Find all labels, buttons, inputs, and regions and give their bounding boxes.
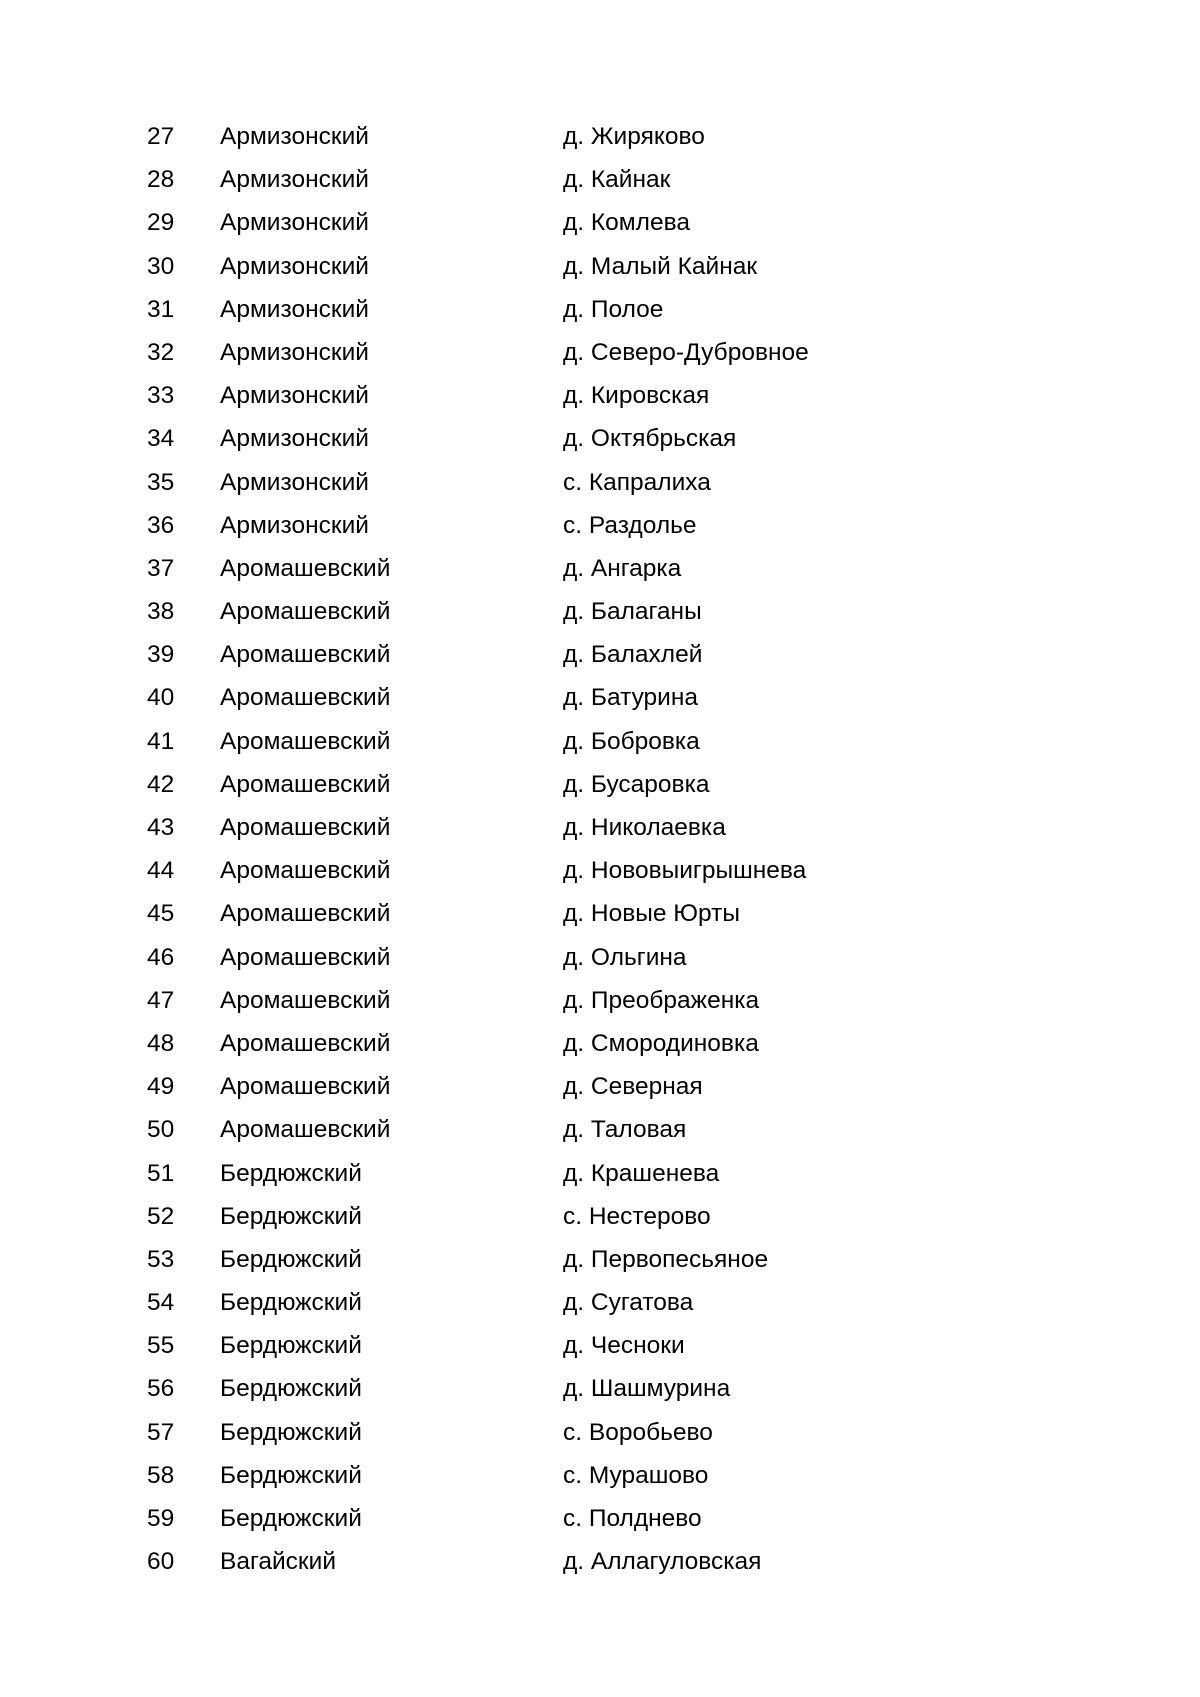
district-name: Аромашевский bbox=[220, 554, 391, 582]
table-row bbox=[0, 504, 1200, 547]
row-number: 53 bbox=[147, 1245, 175, 1273]
row-number: 38 bbox=[147, 598, 175, 626]
table-row bbox=[0, 720, 1200, 763]
row-number: 40 bbox=[147, 684, 175, 712]
settlement-name: д. Сугатова bbox=[563, 1289, 694, 1317]
table-row bbox=[0, 1367, 1200, 1410]
settlement-name: с. Капралиха bbox=[563, 468, 711, 496]
row-number: 50 bbox=[147, 1116, 175, 1144]
district-name: Бердюжский bbox=[220, 1418, 362, 1446]
district-name: Аромашевский bbox=[220, 770, 391, 798]
row-number: 44 bbox=[147, 857, 175, 885]
settlement-name: с. Воробьево bbox=[563, 1418, 713, 1446]
table-row bbox=[0, 547, 1200, 590]
table-row bbox=[0, 849, 1200, 892]
settlement-name: д. Полое bbox=[563, 295, 664, 323]
row-number: 47 bbox=[147, 986, 175, 1014]
settlement-name: д. Балахлей bbox=[563, 641, 703, 669]
settlement-name: с. Мурашово bbox=[563, 1461, 709, 1489]
district-name: Вагайский bbox=[220, 1548, 337, 1576]
district-name: Бердюжский bbox=[220, 1505, 362, 1532]
settlement-name: д. Октябрьская bbox=[563, 425, 737, 453]
settlement-name: д. Ангарка bbox=[563, 554, 682, 582]
settlement-name: д. Кайнак bbox=[563, 166, 671, 194]
district-name: Аромашевский bbox=[220, 1029, 391, 1057]
district-name: Аромашевский bbox=[220, 1116, 391, 1144]
district-name: Армизонский bbox=[220, 338, 369, 366]
settlement-name: д. Батурина bbox=[563, 684, 699, 712]
settlement-name: д. Шашмурина bbox=[563, 1375, 731, 1403]
settlement-name: д. Николаевка bbox=[563, 814, 726, 841]
row-number: 59 bbox=[147, 1505, 175, 1532]
district-name: Аромашевский bbox=[220, 857, 391, 885]
row-number: 51 bbox=[147, 1159, 175, 1187]
district-name: Бердюжский bbox=[220, 1332, 362, 1360]
row-number: 28 bbox=[147, 166, 175, 194]
row-number: 46 bbox=[147, 943, 175, 971]
table-row bbox=[0, 892, 1200, 935]
district-name: Аромашевский bbox=[220, 814, 391, 841]
table-row bbox=[0, 676, 1200, 719]
table-row bbox=[0, 1065, 1200, 1108]
row-number: 42 bbox=[147, 770, 175, 798]
table-row bbox=[0, 1108, 1200, 1151]
row-number: 36 bbox=[147, 511, 175, 539]
district-name: Армизонский bbox=[220, 382, 369, 410]
table-row bbox=[0, 115, 1200, 158]
settlement-name: д. Таловая bbox=[563, 1116, 687, 1144]
table-row bbox=[0, 763, 1200, 806]
settlement-list bbox=[0, 115, 1200, 1583]
row-number: 45 bbox=[147, 900, 175, 928]
table-row bbox=[0, 1324, 1200, 1367]
settlement-name: д. Нововыигрышнева bbox=[563, 857, 807, 885]
settlement-name: д. Балаганы bbox=[563, 598, 702, 626]
district-name: Армизонский bbox=[220, 295, 369, 323]
settlement-name: с. Полднево bbox=[563, 1505, 702, 1532]
settlement-name: д. Чесноки bbox=[563, 1332, 685, 1360]
row-number: 52 bbox=[147, 1202, 175, 1230]
district-name: Бердюжский bbox=[220, 1289, 362, 1317]
table-row bbox=[0, 461, 1200, 504]
settlement-name: д. Смородиновка bbox=[563, 1029, 759, 1057]
district-name: Аромашевский bbox=[220, 641, 391, 669]
row-number: 32 bbox=[147, 338, 175, 366]
row-number: 31 bbox=[147, 295, 175, 323]
row-number: 35 bbox=[147, 468, 175, 496]
table-row bbox=[0, 158, 1200, 201]
settlement-name: д. Новые Юрты bbox=[563, 900, 740, 928]
row-number: 29 bbox=[147, 209, 175, 237]
row-number: 55 bbox=[147, 1332, 175, 1360]
district-name: Армизонский bbox=[220, 425, 369, 453]
settlement-name: д. Ольгина bbox=[563, 943, 687, 971]
row-number: 49 bbox=[147, 1073, 175, 1101]
settlement-name: д. Комлева bbox=[563, 209, 690, 237]
table-row bbox=[0, 288, 1200, 331]
settlement-name: д. Малый Кайнак bbox=[563, 252, 758, 280]
table-row bbox=[0, 633, 1200, 676]
table-row bbox=[0, 201, 1200, 244]
settlement-name: д. Бобровка bbox=[563, 727, 700, 755]
table-row bbox=[0, 1497, 1200, 1540]
table-row bbox=[0, 590, 1200, 633]
row-number: 60 bbox=[147, 1548, 175, 1576]
table-row bbox=[0, 374, 1200, 417]
district-name: Бердюжский bbox=[220, 1375, 362, 1403]
table-row bbox=[0, 1454, 1200, 1497]
settlement-name: д. Крашенева bbox=[563, 1159, 720, 1187]
district-name: Армизонский bbox=[220, 468, 369, 496]
district-name: Армизонский bbox=[220, 209, 369, 237]
district-name: Бердюжский bbox=[220, 1245, 362, 1273]
district-name: Аромашевский bbox=[220, 1073, 391, 1101]
row-number: 33 bbox=[147, 382, 175, 410]
table-row bbox=[0, 1411, 1200, 1454]
row-number: 41 bbox=[147, 727, 175, 755]
district-name: Бердюжский bbox=[220, 1159, 362, 1187]
table-row bbox=[0, 936, 1200, 979]
district-name: Армизонский bbox=[220, 123, 369, 150]
settlement-name: д. Кировская bbox=[563, 382, 710, 410]
settlement-name: д. Преображенка bbox=[563, 986, 760, 1014]
district-name: Армизонский bbox=[220, 511, 369, 539]
table-row bbox=[0, 417, 1200, 460]
settlement-name: д. Жиряково bbox=[563, 123, 705, 150]
row-number: 30 bbox=[147, 252, 175, 280]
settlement-name: д. Первопесьяное bbox=[563, 1245, 769, 1273]
table-row bbox=[0, 245, 1200, 288]
row-number: 57 bbox=[147, 1418, 175, 1446]
table-row bbox=[0, 1152, 1200, 1195]
table-row bbox=[0, 1540, 1200, 1583]
row-number: 37 bbox=[147, 554, 175, 582]
settlement-name: д. Аллагуловская bbox=[563, 1548, 762, 1576]
district-name: Аромашевский bbox=[220, 598, 391, 626]
district-name: Аромашевский bbox=[220, 900, 391, 928]
table-row bbox=[0, 1281, 1200, 1324]
settlement-name: д. Северная bbox=[563, 1073, 703, 1101]
table-row bbox=[0, 1238, 1200, 1281]
row-number: 39 bbox=[147, 641, 175, 669]
row-number: 54 bbox=[147, 1289, 175, 1317]
table-row bbox=[0, 979, 1200, 1022]
district-name: Аромашевский bbox=[220, 986, 391, 1014]
settlement-name: д. Северо-Дубровное bbox=[563, 338, 809, 366]
row-number: 27 bbox=[147, 123, 175, 150]
district-name: Аромашевский bbox=[220, 943, 391, 971]
table-row bbox=[0, 1022, 1200, 1065]
district-name: Аромашевский bbox=[220, 684, 391, 712]
table-row bbox=[0, 331, 1200, 374]
row-number: 48 bbox=[147, 1029, 175, 1057]
district-name: Аромашевский bbox=[220, 727, 391, 755]
district-name: Армизонский bbox=[220, 252, 369, 280]
district-name: Армизонский bbox=[220, 166, 369, 194]
settlement-name: с. Раздолье bbox=[563, 511, 697, 539]
district-name: Бердюжский bbox=[220, 1461, 362, 1489]
settlement-name: с. Нестерово bbox=[563, 1202, 711, 1230]
table-row bbox=[0, 1195, 1200, 1238]
district-name: Бердюжский bbox=[220, 1202, 362, 1230]
table-row bbox=[0, 806, 1200, 849]
settlement-name: д. Бусаровка bbox=[563, 770, 710, 798]
row-number: 56 bbox=[147, 1375, 175, 1403]
row-number: 43 bbox=[147, 814, 175, 841]
row-number: 58 bbox=[147, 1461, 175, 1489]
row-number: 34 bbox=[147, 425, 175, 453]
